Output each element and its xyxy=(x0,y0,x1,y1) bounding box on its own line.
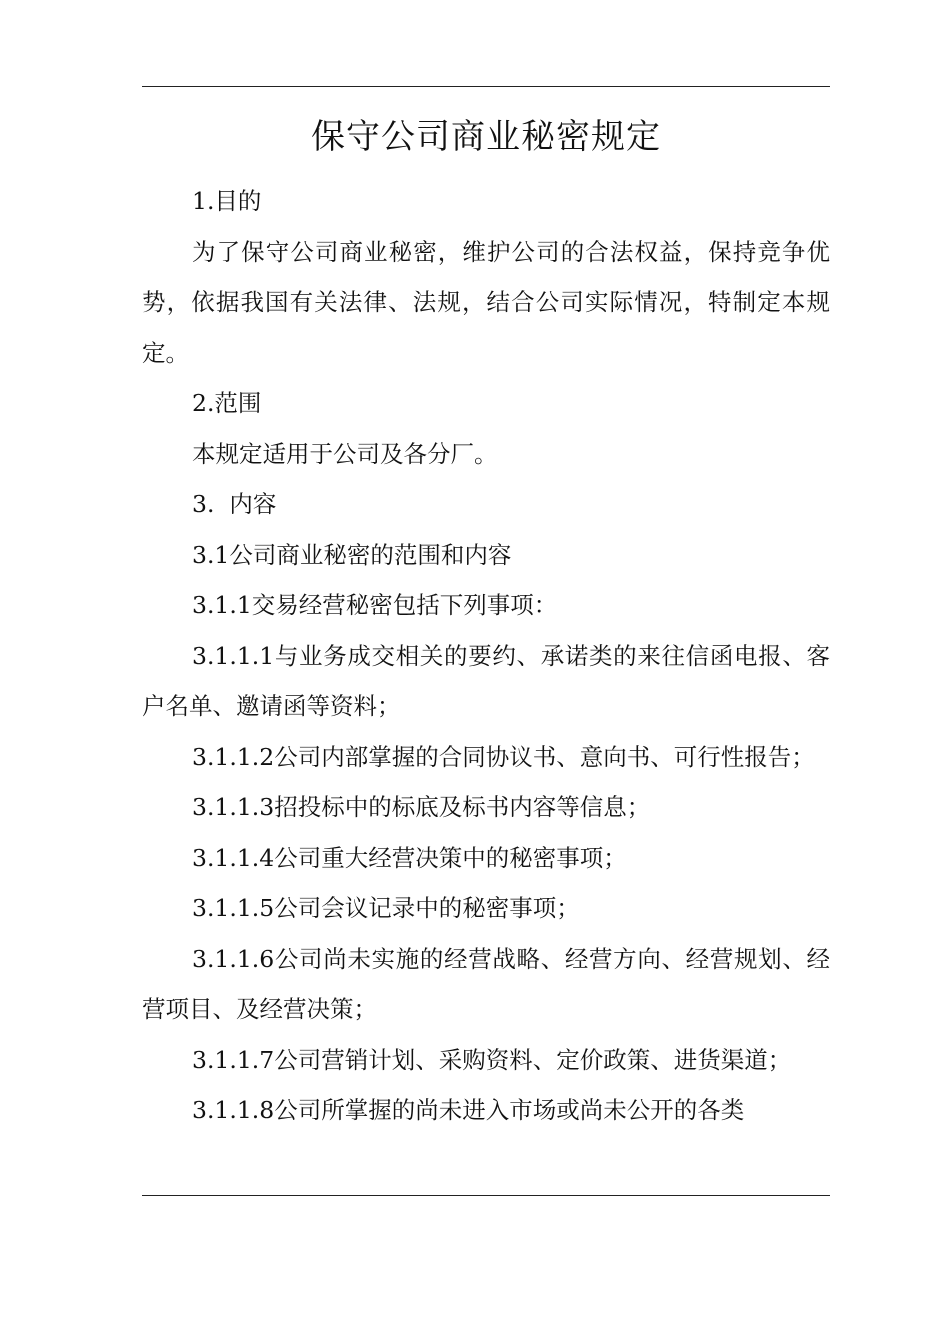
subsection-heading: 3.1公司商业秘密的范围和内容 xyxy=(192,540,512,569)
list-item: 3.1.1.8公司所掌握的尚未进入市场或尚未公开的各类 xyxy=(192,1096,745,1124)
list-item: 3.1.1.4公司重大经营决策中的秘密事项； xyxy=(192,843,627,872)
list-item: 3.1.1.6公司尚未实施的经营战略、经营方向、经营规划、经营项目、及经营决策； xyxy=(142,944,830,1023)
list-item: 3.1.1.3招投标中的标底及标书内容等信息； xyxy=(192,793,651,821)
list-item: 3.1.1.7公司营销计划、采购资料、定价政策、进货渠道； xyxy=(192,1045,792,1074)
document-body xyxy=(142,176,830,1136)
paragraph-scope: 本规定适用于公司及各分厂。 xyxy=(192,439,498,468)
section-heading-scope: 2.范围 xyxy=(192,389,262,417)
list-item: 3.1.1.1与业务成交相关的要约、承诺类的来往信函电报、客户名单、邀请函等资料； xyxy=(142,641,830,720)
section-heading-content: 3. 内容 xyxy=(192,490,277,518)
paragraph-purpose: 为了保守公司商业秘密，维护公司的合法权益，保持竞争优势，依据我国有关法律、法规，结合公司实际情况，特制定本规定。 xyxy=(142,237,830,367)
document-title: 保守公司商业秘密规定 xyxy=(311,117,661,157)
list-item: 3.1.1.5公司会议记录中的秘密事项； xyxy=(192,894,580,922)
header-rule xyxy=(142,86,830,87)
list-item: 3.1.1.2公司内部掌握的合同协议书、意向书、可行性报告； xyxy=(192,742,815,771)
footer-rule xyxy=(142,1195,830,1196)
subsection-heading: 3.1.1交易经营秘密包括下列事项： xyxy=(192,591,558,619)
section-heading-purpose: 1.目的 xyxy=(192,187,262,215)
